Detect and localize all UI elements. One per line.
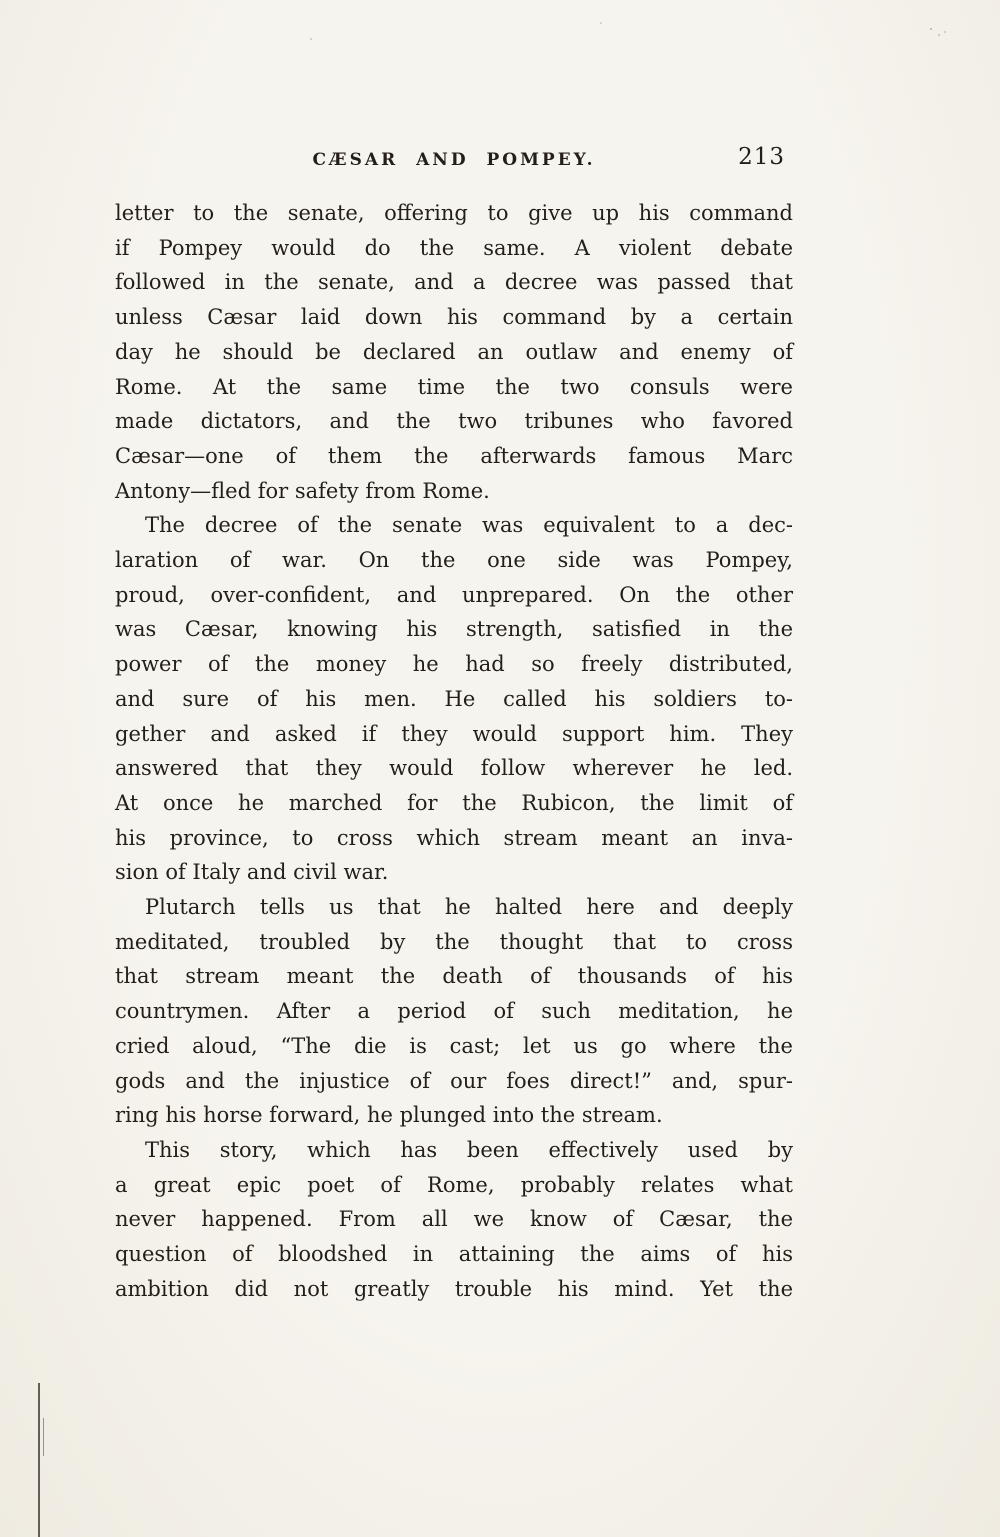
text-line: gods and the injustice of our foes direct!” and, spur- [115, 1068, 793, 1093]
paper-speckles [930, 28, 932, 30]
text-line: his province, to cross which stream meant an inva- [115, 825, 793, 850]
paragraph [115, 508, 793, 890]
paragraph [115, 1133, 793, 1307]
text-line: and sure of his men. He called his soldiers to- [115, 686, 793, 711]
paragraph [115, 890, 793, 1133]
text-line: answered that they would follow wherever he led. [115, 756, 793, 781]
page-header [115, 144, 793, 174]
text-line: if Pompey would do the same. A violent debate [115, 235, 793, 260]
running-title: CÆSAR AND POMPEY. [312, 150, 596, 170]
text-line: cried aloud, “The die is cast; let us go where the [115, 1033, 793, 1058]
text-line: was Cæsar, knowing his strength, satisfied in the [115, 617, 793, 642]
text-line: At once he marched for the Rubicon, the limit of [115, 790, 793, 815]
text-line: followed in the senate, and a decree was passed that [115, 270, 793, 295]
text-line: power of the money he had so freely distributed, [115, 652, 793, 677]
scan-artifact-mark [43, 1418, 44, 1456]
text-line: ring his horse forward, he plunged into the stream. [115, 1103, 663, 1128]
text-line: Plutarch tells us that he halted here and deeply [145, 895, 793, 920]
page-number: 213 [738, 144, 785, 170]
text-line: countrymen. After a period of such meditation, he [115, 999, 793, 1024]
text-line: a great epic poet of Rome, probably relates what [115, 1172, 793, 1197]
text-line: gether and asked if they would support him. They [115, 721, 793, 746]
text-line: question of bloodshed in attaining the aims of his [115, 1242, 793, 1267]
text-line: This story, which has been effectively used by [145, 1137, 793, 1162]
text-line: unless Cæsar laid down his command by a certain [115, 305, 793, 330]
text-line: letter to the senate, offering to give up his command [115, 201, 793, 225]
text-line: Cæsar—one of them the afterwards famous Marc [115, 443, 793, 468]
text-line: sion of Italy and civil war. [115, 860, 389, 885]
text-line: day he should be declared an outlaw and enemy of [115, 339, 793, 364]
text-line: laration of war. On the one side was Pompey, [115, 548, 793, 573]
text-line: that stream meant the death of thousands of his [115, 964, 793, 989]
text-line: The decree of the senate was equivalent to a dec- [145, 513, 793, 538]
page-body [115, 196, 793, 1307]
text-line: proud, over-confident, and unprepared. On the other [115, 582, 793, 607]
text-line: meditated, troubled by the thought that to cross [115, 929, 793, 954]
paragraph [115, 196, 793, 508]
text-line: ambition did not greatly trouble his mind. Yet the [115, 1276, 793, 1301]
text-line: Rome. At the same time the two consuls were [115, 374, 793, 399]
text-line: Antony—fled for safety from Rome. [115, 478, 490, 503]
scan-artifact [38, 1383, 40, 1537]
text-line: made dictators, and the two tribunes who favored [115, 409, 793, 434]
text-line: never happened. From all we know of Cæsar, the [115, 1207, 793, 1232]
